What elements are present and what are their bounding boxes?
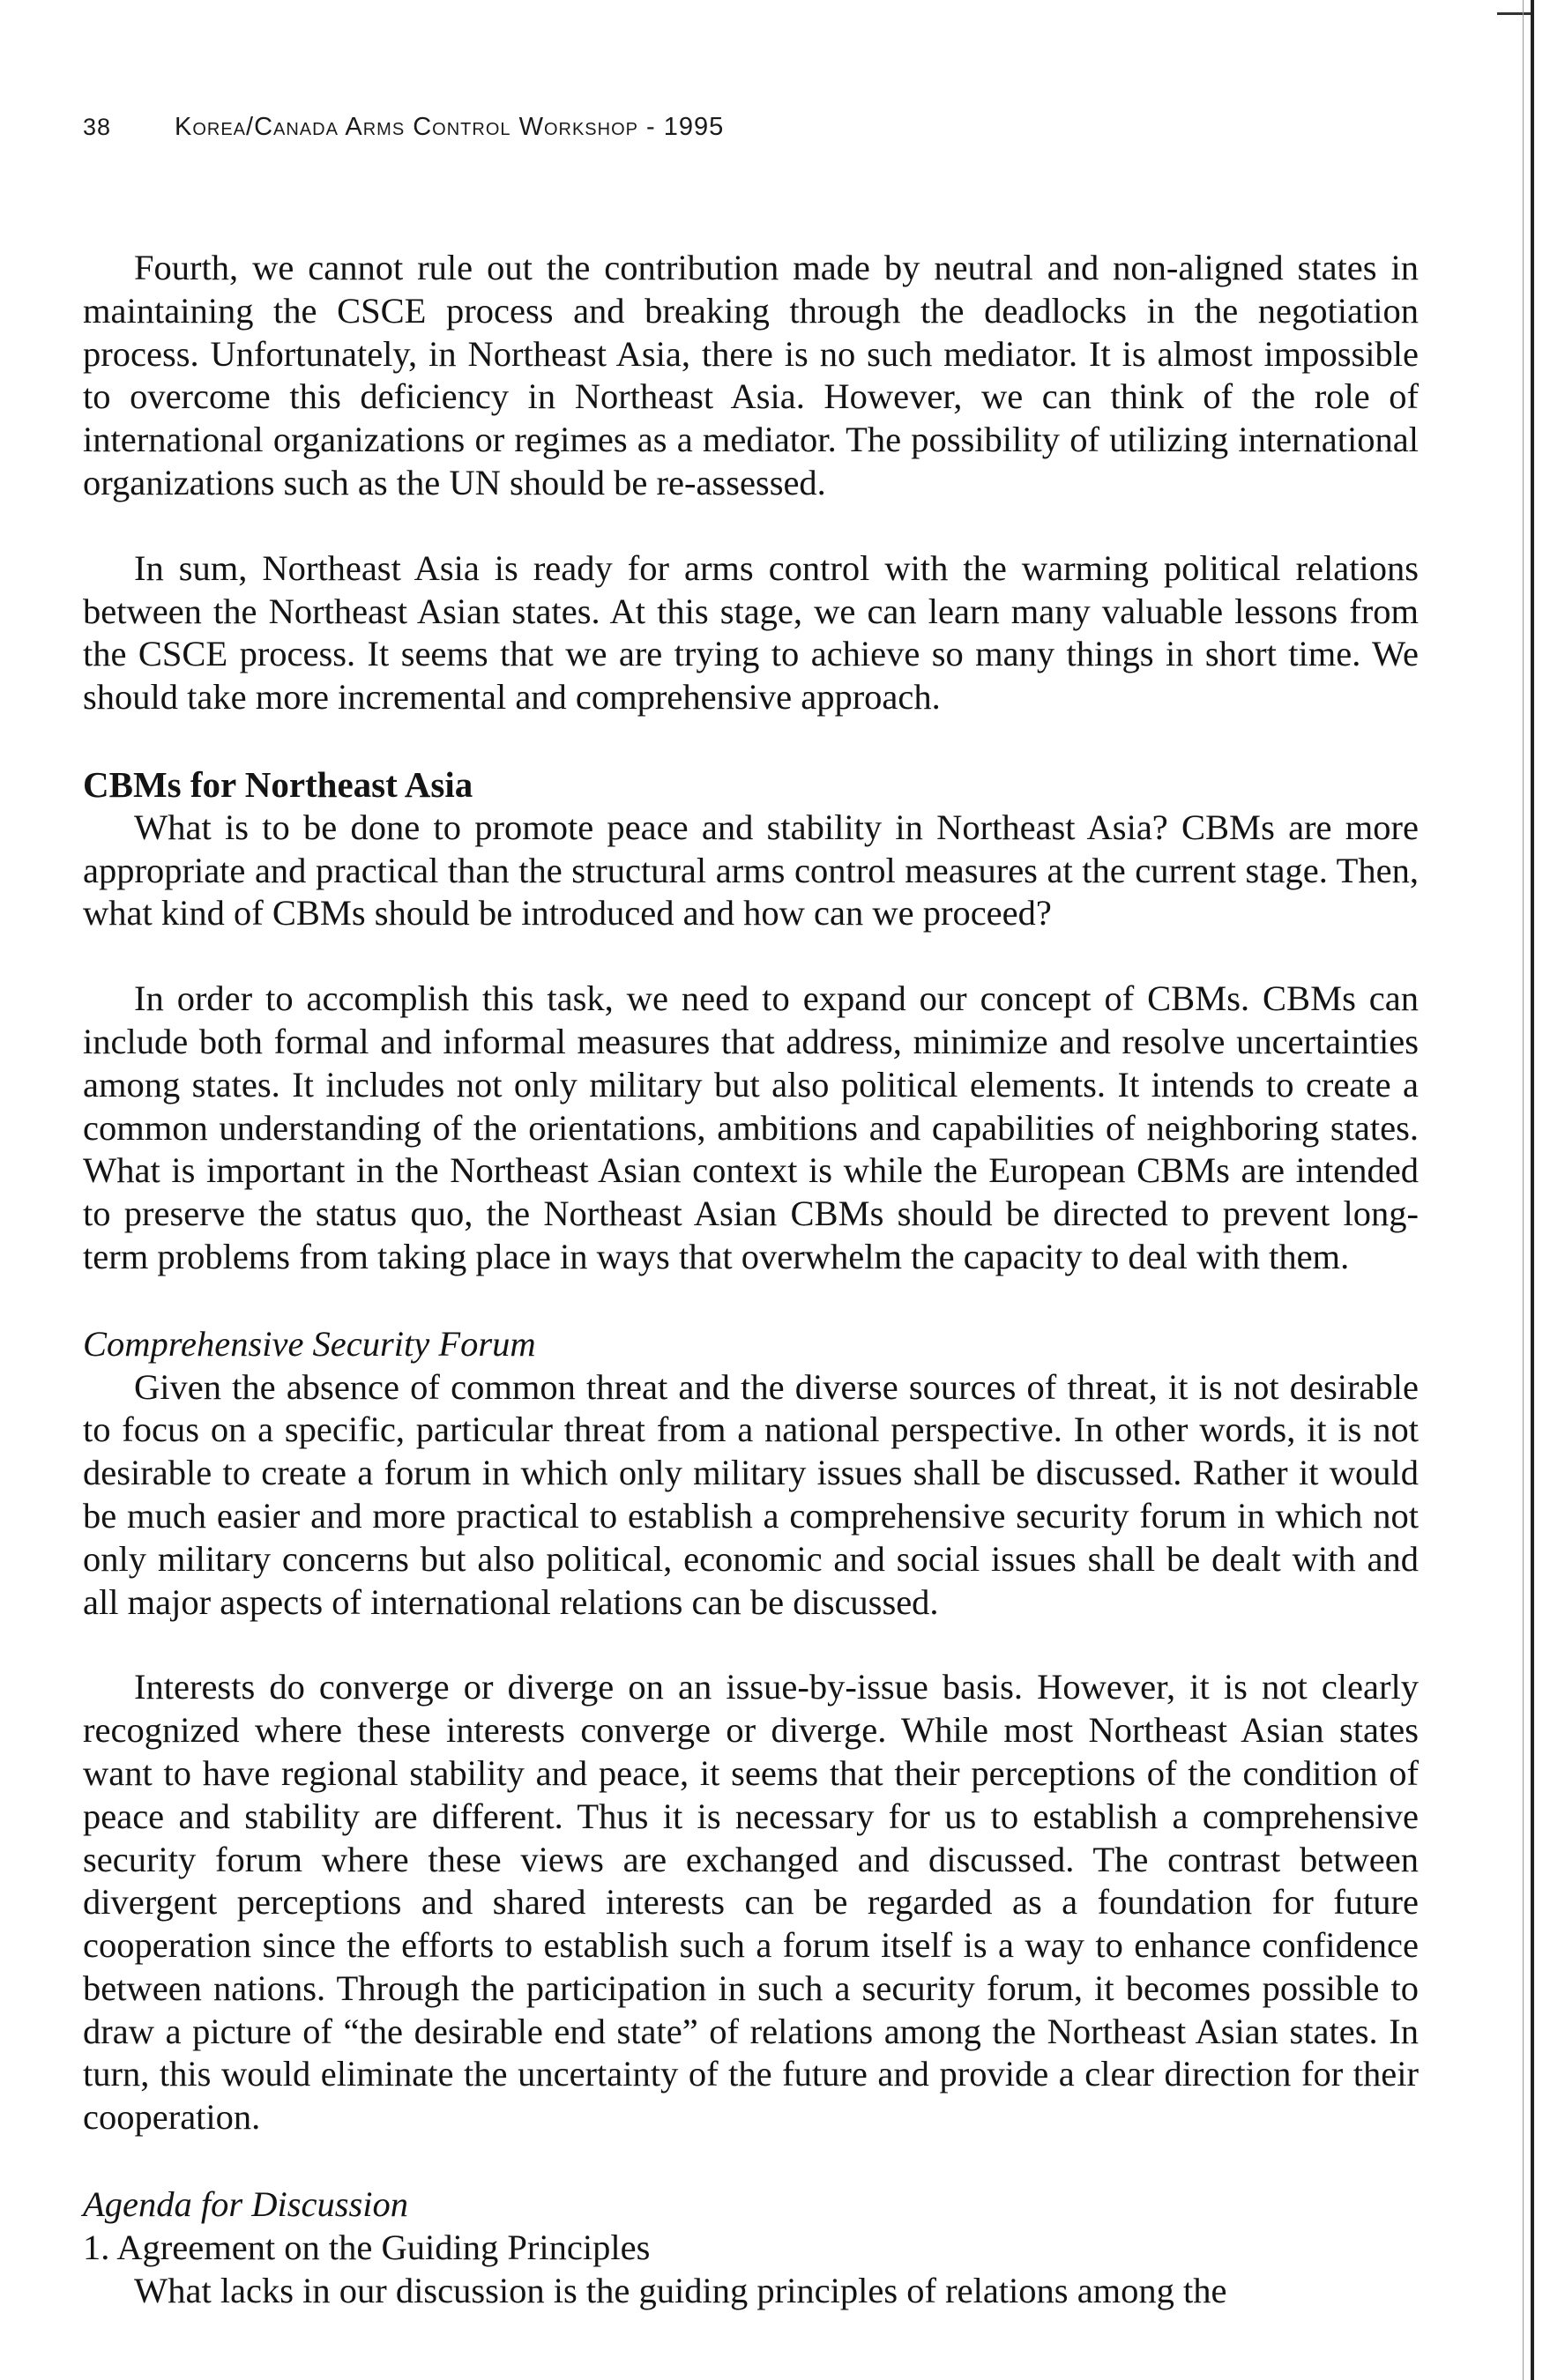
scan-edge-line bbox=[1531, 0, 1534, 2380]
page-header bbox=[83, 113, 724, 142]
list-item-guiding-principles: 1. Agreement on the Guiding Principles bbox=[83, 2227, 651, 2267]
page-body bbox=[83, 247, 1419, 2312]
scan-corner-mark bbox=[1497, 12, 1534, 15]
paragraph-what-lacks: What lacks in our discussion is the guiding principles of relations among the bbox=[134, 2270, 1227, 2310]
paragraph-in-sum: In sum, Northeast Asia is ready for arms control with the warming political relations between the Northeast Asian states. At this stage, we can learn many valuable lessons from the CSCE process. It seems that we are trying to achieve so many things in short time. We should take more incremental and comprehensive approach. bbox=[83, 547, 1419, 718]
subsection-heading-agenda: Agenda for Discussion bbox=[83, 2184, 408, 2225]
subsection-heading-forum: Comprehensive Security Forum bbox=[83, 1323, 536, 1364]
paragraph-expand-concept: In order to accomplish this task, we need to expand our concept of CBMs. CBMs can include both formal and informal measures that address, minimize and resolve uncertainties among states. It includes not only military but also political elements. It intends to create a common understanding of the orientations, ambitions and capabilities of neighboring states. What is important in the Northeast Asian context is while the European CBMs are intended to preserve the status quo, the Northeast Asian CBMs should be directed to prevent long-term problems from taking place in ways that overwhelm the capacity to deal with them. bbox=[83, 978, 1419, 1276]
page-number: 38 bbox=[83, 114, 112, 140]
paragraph-fourth-point: Fourth, we cannot rule out the contribution made by neutral and non-aligned states in maintaining the CSCE process and breaking through the deadlocks in the negotiation process. Unfortunately, in Northeast Asia, there is no such mediator. It is almost impossible to overcome this deficiency in Northeast Asia. However, we can think of the role of international organizations or regimes as a mediator. The possibility of utilizing international organizations such as the UN should be re-assessed. bbox=[83, 248, 1419, 502]
section-heading-cbms: CBMs for Northeast Asia bbox=[83, 763, 473, 805]
running-title: Korea/Canada Arms Control Workshop - 1995 bbox=[175, 113, 725, 141]
paragraph-what-is-to-be-done: What is to be done to promote peace and stability in Northeast Asia? CBMs are more appropriate and practical than the structural arms control measures at the current stage. Then, what kind of CBMs should be introduced and how can we proceed? bbox=[83, 807, 1419, 933]
paragraph-given-absence: Given the absence of common threat and the diverse sources of threat, it is not desirable to focus on a specific, particular threat from a national perspective. In other words, it is not desirable to create a forum in which only military issues shall be discussed. Rather it would be much easier and more practical to establish a comprehensive security forum in which not only military concerns but also political, economic and social issues shall be dealt with and all major aspects of international relations can be discussed. bbox=[83, 1366, 1419, 1622]
scan-edge-line-thin bbox=[1523, 0, 1524, 2380]
paragraph-interests-converge: Interests do converge or diverge on an issue-by-issue basis. However, it is not clearly recognized where these interests converge or diverge. While most Northeast Asian states want to have regional stability and peace, it seems that their perceptions of the condition of peace and stability are different. Thus it is necessary for us to establish a comprehensive security forum where these views are exchanged and discussed. The contrast between divergent perceptions and shared interests can be regarded as a foundation for future cooperation since the efforts to establish such a forum itself is a way to enhance confidence between nations. Through the participation in such a security forum, it becomes possible to draw a picture of “the desirable end state” of relations among the Northeast Asian states. In turn, this would eliminate the uncertainty of the future and provide a clear direction for their cooperation. bbox=[83, 1667, 1419, 2138]
